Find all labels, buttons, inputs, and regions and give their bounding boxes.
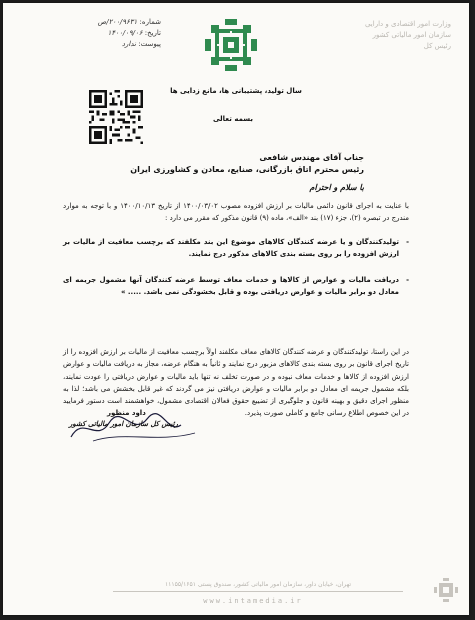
letter-date-label: تاریخ — [147, 29, 161, 37]
letter-number-label: شماره — [141, 18, 161, 26]
basmala-heading: بسمه تعالی — [212, 115, 254, 123]
paragraph-instruction: در این راستا، تولیدکنندگان و عرضه کنندگان کالاهای معاف مکلفند اولاً برچسب معافیت از مالیات بر ارزش افزوده را از تاریخ اجرای قانون بر روی بسته بندی کالاهای مزبور درج نمایند و ثانیاً به هنگام عرضه، مجاز به دریافت مالیات و عوارض ارزش افزوده از کالاها و خدمات معاف نبوده و در صورت تخلف نه تنها باید مالیات و عوارض دریافتی را عودت نمایند، بلکه مشمول جریمه ای معادل دو برابر مالیات و عوارض دریافتی نیز می گردند که غیر قابل بخشش می باشد؛ لذا به منظور اجرای دقیق و بهینه قانون و جلوگیری از تضییع حقوق فعالان اقتصادی مشمول، خواهشمند است دستور فرمایید در این خصوص اطلاع رسانی جامع و کاملی صورت پذیرد. — [63, 348, 409, 418]
letter-date-value: ۱۴۰۰/۰۹/۰۶ — [107, 29, 143, 37]
footer-address: تهران، خیابان داور، سازمان امور مالیاتی کشور، صندوق پستی ۱۱۱۵۵/۱۶۵۱ — [164, 581, 352, 588]
qr-code-icon — [89, 90, 143, 144]
provision-dash: - — [406, 276, 409, 284]
ministry-line-2: سازمان امور مالیاتی کشور — [372, 31, 451, 39]
greeting-text: با سلام و احترام — [309, 183, 364, 192]
ministry-line-1: وزارت امور اقتصادی و دارایی — [364, 20, 451, 28]
provision-text: دریافت مالیات و عوارض از کالاها و خدمات معاف توسط عرضه کنندگان آنها مشمول جریمه ای معادل دو برابر مالیات و عوارض دریافتی بوده و قابل بخشودگی نمی باشد. ..... » — [63, 276, 399, 296]
corner-logo-icon — [433, 577, 459, 603]
tax-organization-logo-icon — [203, 17, 259, 73]
letter-attachment-value: ندارد — [121, 40, 136, 48]
letter-number: شماره: ۲۰۰/۹۶۳۱/ص — [97, 18, 161, 26]
ministry-line-3: رئیس کل — [423, 42, 451, 50]
addressee-title: رئیس محترم اتاق بازرگانی، صنایع، معادن و کشاورزی ایران — [130, 165, 364, 174]
signatory-title: رئیس کل سازمان امور مالیاتی کشور — [69, 420, 178, 428]
letter-date: تاریخ: ۱۴۰۰/۰۹/۰۶ — [107, 29, 161, 37]
letter-meta — [41, 17, 161, 50]
year-slogan: سال تولید، پشتیبانی ها، مانع زدایی ها — [170, 87, 302, 95]
letter-attachment: پیوست: ندارد — [121, 40, 161, 48]
letter-sheet — [3, 3, 469, 615]
provision-item-1 — [63, 236, 409, 260]
letter-number-value: ۲۰۰/۹۶۳۱/ص — [97, 18, 138, 26]
quoted-provisions — [63, 236, 409, 312]
provision-text: تولیدکنندگان و یا عرضه کنندگان کالاهای موضوع این بند مکلفند که برچسب معافیت از مالیات بر ارزش افزوده را بر روی بسته بندی کالاهای مذکور درج نمایند. — [63, 238, 399, 258]
footer-url[interactable]: www.intamedia.ir — [203, 597, 303, 605]
provision-item-2 — [63, 274, 409, 298]
paragraph-intro: با عنایت به اجرای قانون دائمی مالیات بر ارزش افزوده مصوب ۱۴۰۰/۰۳/۰۲ از تاریخ ۱۴۰۰/۱۰/۱۳ و با توجه به موارد مندرج در تبصره (۲)، جزء (۱۷) بند «الف»، ماده (۹) قانون مذکور که مقرر می دارد : — [63, 202, 409, 222]
signatory-name: داود منظور — [107, 409, 146, 417]
addressee-name: جناب آقای مهندس شافعی — [259, 153, 364, 162]
letter-attachment-label: پیوست — [140, 40, 161, 48]
provision-dash: - — [406, 238, 409, 246]
footer-divider — [113, 591, 403, 592]
ministry-heading — [341, 19, 451, 52]
